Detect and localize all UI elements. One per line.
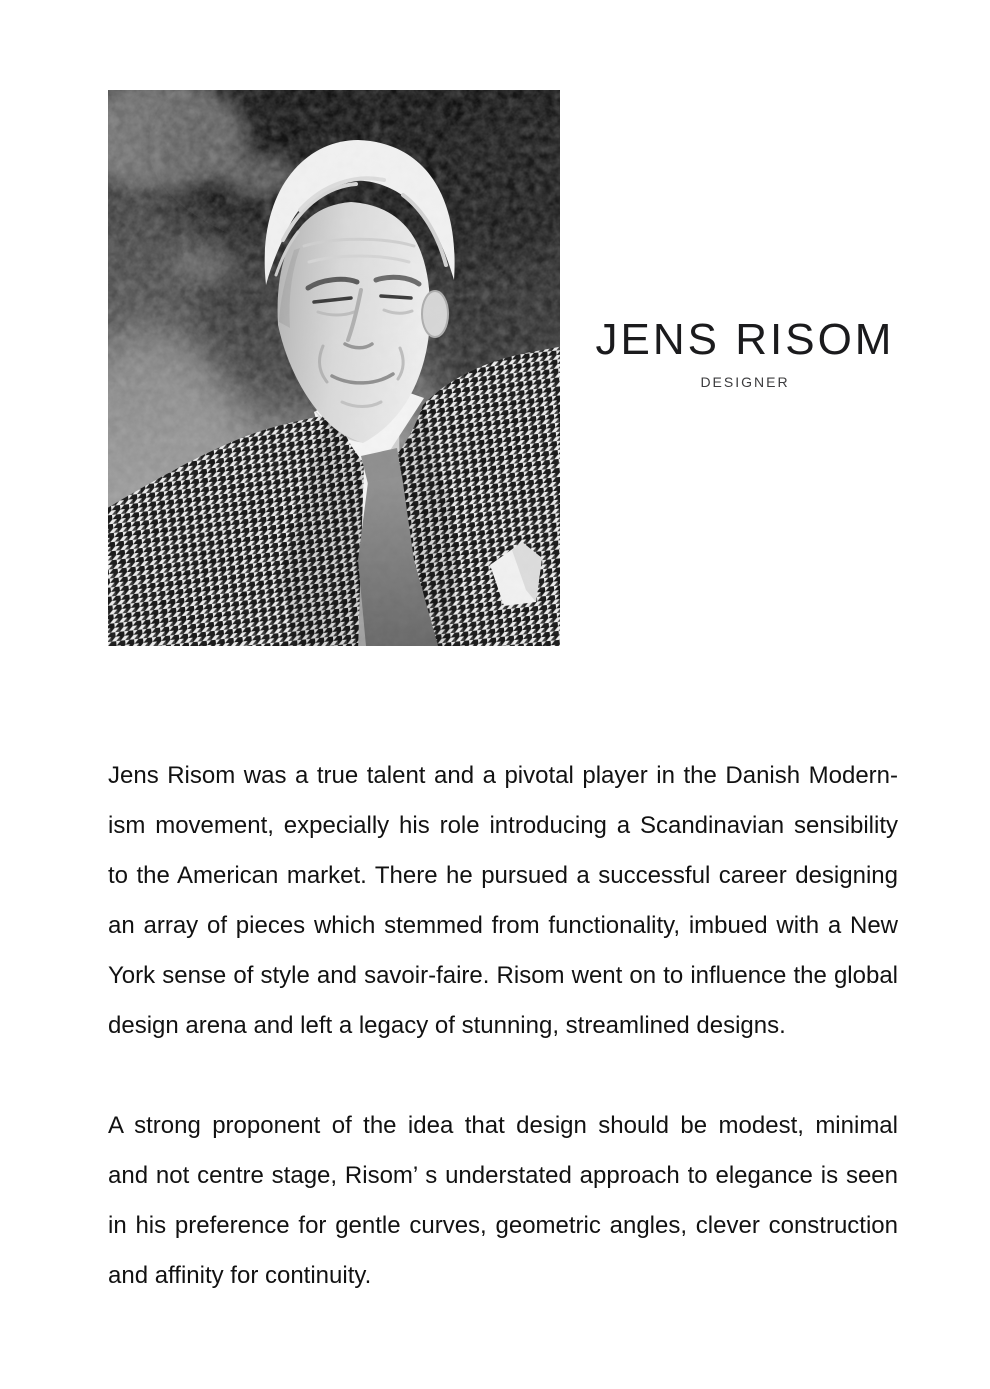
body-text	[108, 751, 898, 1301]
text-line: A strong proponent of the idea that design should be modest, minimal	[108, 1112, 898, 1139]
text-line: to the American market. There he pursued a successful career designing	[108, 862, 898, 889]
paragraph	[108, 751, 898, 1051]
title-block	[589, 315, 901, 390]
text-line: and not centre stage, Risom’ s understated approach to elegance is seen	[108, 1162, 898, 1189]
text-line: design arena and left a legacy of stunning, streamlined designs.	[108, 1012, 786, 1039]
text-line: an array of pieces which stemmed from functionality, imbued with a New	[108, 912, 898, 939]
text-line: ism movement, expecially his role introducing a Scandinavian sensibility	[108, 812, 898, 839]
page-subtitle: DESIGNER	[700, 373, 790, 390]
portrait-photo-art	[108, 90, 560, 646]
portrait-photo	[108, 90, 560, 646]
page-title: JENS RISOM	[595, 315, 895, 364]
text-line: York sense of style and savoir-faire. Risom went on to influence the global	[108, 962, 898, 989]
text-line: in his preference for gentle curves, geometric angles, clever construction	[108, 1212, 898, 1239]
paragraph	[108, 1101, 898, 1301]
text-line: and affinity for continuity.	[108, 1262, 372, 1289]
text-line: Jens Risom was a true talent and a pivotal player in the Danish Modern-	[108, 762, 898, 789]
